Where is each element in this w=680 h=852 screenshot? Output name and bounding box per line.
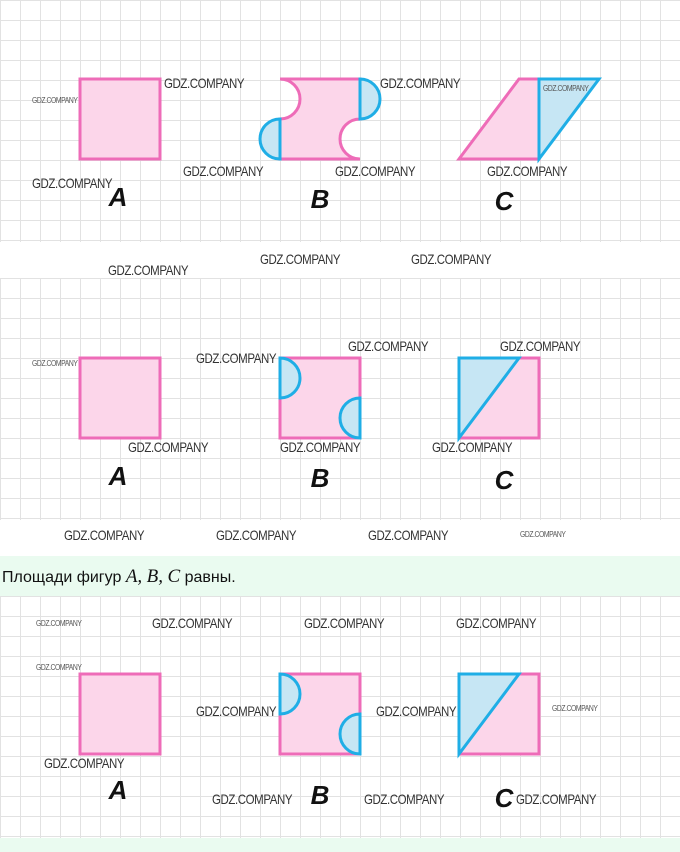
watermark: GDZ.COMPANY [364,791,445,807]
watermark: GDZ.COMPANY [516,791,597,807]
figure-a-label: A [108,461,128,491]
watermark: GDZ.COMPANY [152,615,233,631]
figure-b-label: B [310,463,330,493]
watermark: GDZ.COMPANY [44,755,125,771]
watermark: GDZ.COMPANY [196,350,277,366]
watermark: GDZ.COMPANY [212,791,293,807]
figure-b-label: B [310,184,330,214]
conclusion-suffix: равны. [184,569,236,586]
watermark: GDZ.COMPANY [108,262,189,278]
watermark: GDZ.COMPANY [432,439,513,455]
watermark: GDZ.COMPANY [500,338,581,354]
figure-a-label: A [108,775,128,805]
watermark: GDZ.COMPANY [487,163,568,179]
watermark: GDZ.COMPANY [368,527,449,543]
figure-b-label: B [310,780,330,810]
conclusion-b: B, [146,566,163,587]
watermark: GDZ.COMPANY [552,704,598,713]
watermark: GDZ.COMPANY [32,96,78,105]
figure-a-label: A [108,182,128,212]
watermark: GDZ.COMPANY [64,527,145,543]
watermark: GDZ.COMPANY [216,527,297,543]
figure-c-label: C [494,465,514,495]
watermark: GDZ.COMPANY [304,615,385,631]
conclusion-c: C [167,566,181,587]
watermark: GDZ.COMPANY [520,530,566,539]
figure-c-label: C [494,783,514,813]
watermark: GDZ.COMPANY [32,359,78,368]
watermark: GDZ.COMPANY [164,75,245,91]
watermark: GDZ.COMPANY [32,175,113,191]
watermark: GDZ.COMPANY [280,439,361,455]
watermark: GDZ.COMPANY [411,251,492,267]
watermark: GDZ.COMPANY [183,163,264,179]
conclusion-a: A, [125,566,143,587]
watermark: GDZ.COMPANY [348,338,429,354]
watermark: GDZ.COMPANY [543,84,589,93]
watermark: GDZ.COMPANY [196,703,277,719]
watermark: GDZ.COMPANY [456,615,537,631]
watermark: GDZ.COMPANY [260,251,341,267]
conclusion-prefix: Площади фигур [2,569,122,586]
watermark: GDZ.COMPANY [335,163,416,179]
watermark: GDZ.COMPANY [128,439,209,455]
watermark: GDZ.COMPANY [376,703,457,719]
watermark: GDZ.COMPANY [36,619,82,628]
watermark: GDZ.COMPANY [36,663,82,672]
watermark: GDZ.COMPANY [380,75,461,91]
figure-c-label: C [494,186,514,216]
